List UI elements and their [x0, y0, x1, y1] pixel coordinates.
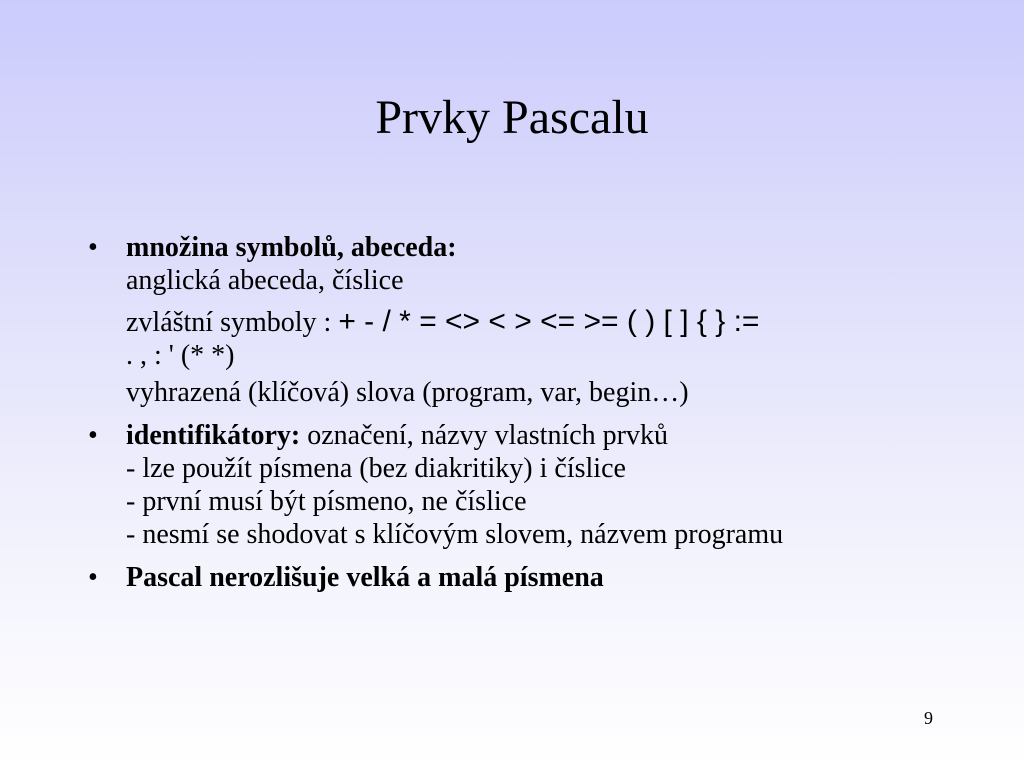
bullet-heading: Pascal nerozlišuje velká a malá písmena: [126, 562, 604, 593]
bullet-heading-line: [126, 419, 988, 452]
bullet-list: [88, 231, 988, 604]
bullet-disc-icon: •: [88, 232, 98, 263]
slide-title: Prvky Pascalu: [375, 91, 649, 144]
bullet-line: anglická abeceda, číslice: [126, 265, 404, 296]
page-number: 9: [924, 708, 933, 728]
bullet-disc-icon: •: [88, 420, 98, 451]
bullet-disc-icon: •: [88, 562, 98, 593]
bullet-heading: množina symbolů, abeceda:: [126, 232, 457, 263]
bullet-line: vyhrazená (klíčová) slova (program, var, begin…): [126, 377, 689, 408]
bullet-item-case: [88, 561, 988, 594]
bullet-item-symbols: [88, 231, 988, 409]
bullet-line: - nesmí se shodovat s klíčovým slovem, názvem programu: [126, 519, 784, 550]
bullet-item-identifiers: [88, 419, 988, 551]
special-symbols-label: zvláštní symboly :: [126, 307, 339, 338]
special-symbols-line: [126, 305, 988, 339]
bullet-heading-tail: označení, názvy vlastních prvků: [300, 420, 668, 451]
bullet-heading: identifikátory:: [126, 420, 301, 451]
bullet-line: . , : ' (* *): [126, 340, 235, 371]
bullet-line: - první musí být písmeno, ne číslice: [126, 486, 527, 517]
special-symbols-list: + - / * = <> < > <= >= ( ) [ ] { } :=: [338, 305, 760, 338]
bullet-line: - lze použít písmena (bez diakritiky) i číslice: [126, 453, 626, 484]
